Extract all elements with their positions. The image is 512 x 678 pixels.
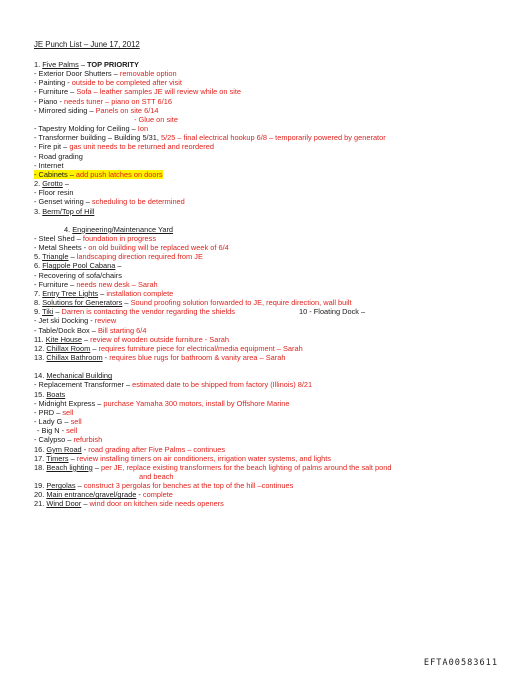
list-item	[34, 161, 504, 170]
list-item-highlighted	[34, 170, 504, 179]
section-name: Boats	[46, 389, 66, 399]
separator: –	[75, 481, 84, 491]
item-label: - Transformer building – Building 5/31,	[34, 133, 161, 143]
item-note: estimated date to be shipped from factory (Illinois) 8/21	[132, 380, 313, 390]
item-note-continuation: and beach	[139, 472, 174, 481]
section-number: 16.	[34, 444, 45, 454]
section-number: 14.	[34, 371, 45, 381]
item-note: requires furniture piece for electrical/media equipment – Sarah	[98, 343, 303, 353]
item-label: - Midnight Express –	[34, 398, 104, 408]
item-label: - Table/Dock Box –	[34, 325, 98, 335]
item-note: Panels on site 6/14	[95, 105, 159, 115]
item-note: landscaping direction required from JE	[76, 252, 203, 262]
item-note: needs new desk – Sarah	[76, 279, 158, 289]
item-note-continuation: - Glue on site	[134, 114, 178, 124]
item-note: complete	[142, 490, 173, 500]
item-label: - Calypso –	[34, 435, 74, 445]
separator: -	[81, 444, 89, 454]
item-label: - Furniture –	[34, 87, 77, 97]
list-item	[34, 188, 504, 197]
item-note: gas unit needs to be returned and reordered	[69, 142, 214, 152]
separator: –	[78, 60, 88, 69]
section-name: Mechanical Building	[46, 371, 113, 381]
list-item	[34, 152, 504, 161]
section-number: 6.	[34, 261, 41, 271]
separator: –	[81, 334, 91, 344]
section-grotto	[34, 179, 504, 188]
section-number: 2.	[34, 179, 41, 189]
section-timers	[34, 454, 504, 463]
section-number: 13.	[34, 352, 45, 362]
section-pergolas	[34, 481, 504, 490]
section-engineering-yard	[34, 225, 504, 234]
item-note: on old building will be replaced week of 6/4	[88, 243, 229, 253]
highlight-mark	[34, 170, 163, 179]
list-item	[34, 124, 504, 133]
separator: –	[68, 252, 77, 262]
item-note: needs tuner – piano on STT 6/16	[64, 96, 172, 106]
item-note: road grading after Five Palms – continues	[88, 444, 226, 454]
list-item	[34, 280, 504, 289]
item-note: wind door on kitchen side needs openers	[89, 499, 224, 509]
item-label: - Exterior Door Shutters –	[34, 69, 120, 79]
item-label: - Jet ski Docking -	[34, 316, 95, 326]
list-item	[34, 326, 504, 335]
list-item	[34, 243, 504, 252]
item-note: sell	[70, 417, 82, 427]
spacer	[34, 362, 504, 371]
section-boats	[34, 390, 504, 399]
section-name: Flagpole Pool Cabana	[42, 261, 116, 271]
item-label: - Replacement Transformer –	[34, 380, 133, 390]
item-note: removable option	[119, 69, 177, 79]
section-name: Kite House	[45, 334, 82, 344]
spacer	[34, 216, 504, 225]
item-note: construct 3 pergolas for benches at the top of the hill –continues	[83, 481, 294, 491]
item-note: review	[94, 316, 117, 326]
section-name: Solutions for Generators	[42, 298, 123, 308]
section-kite-house	[34, 335, 504, 344]
section-chillax-bathroom	[34, 353, 504, 362]
section-number: 7.	[34, 288, 41, 298]
item-label: - Road grading	[34, 151, 83, 161]
section-name: Gym Road	[46, 444, 82, 454]
section-number: 20.	[34, 490, 45, 500]
item-note: add push latches on doors	[75, 169, 163, 179]
item-note: requires blue rugs for bathroom & vanity area – Sarah	[109, 352, 286, 362]
section-name: Chillax Room	[46, 343, 91, 353]
separator: –	[115, 261, 122, 271]
section-name: Five Palms	[42, 60, 79, 69]
section-name: Tiki	[42, 307, 54, 317]
section-gym-road	[34, 445, 504, 454]
section-name: Berm/Top of Hill	[42, 206, 95, 216]
item-label: - Genset wiring –	[34, 197, 92, 207]
separator: -	[136, 490, 143, 500]
separator: –	[81, 499, 90, 509]
section-name: Beach lighting	[46, 462, 93, 472]
section-number: 11.	[34, 334, 44, 344]
section-wind-door	[34, 499, 504, 508]
item-note: sell	[66, 426, 78, 436]
item-note: scheduling to be determined	[91, 197, 185, 207]
section-number: 4.	[64, 224, 71, 234]
item-label: - Recovering of sofa/chairs	[34, 270, 122, 280]
item-note: sell	[62, 407, 74, 417]
section-number: 17.	[34, 453, 45, 463]
list-item	[34, 78, 504, 87]
list-item	[34, 426, 504, 435]
section-five-palms	[34, 60, 504, 69]
item-note: refurbish	[73, 435, 103, 445]
section-number: 21.	[34, 499, 45, 509]
item-label: - Metal Sheets -	[34, 243, 89, 253]
list-item	[34, 271, 504, 280]
list-item	[34, 87, 504, 96]
item-label: - Piano -	[34, 96, 64, 106]
section-number: 19.	[34, 481, 45, 491]
list-item	[34, 316, 504, 325]
item-label: - Cabinets –	[34, 169, 76, 179]
list-item	[34, 417, 504, 426]
item-note: Sound proofing solution forwarded to JE, require direction, wall built	[130, 298, 352, 308]
list-item	[34, 69, 504, 78]
section-number: 1.	[34, 60, 41, 69]
item-note: foundation in progress	[82, 233, 157, 243]
punch-list-document	[34, 40, 504, 509]
section-number: 18.	[34, 462, 45, 472]
document-id-stamp: EFTA00583611	[423, 658, 498, 668]
item-note: Bill starting 6/4	[97, 325, 147, 335]
section-name: Wind Door	[46, 499, 82, 509]
section-name: Triangle	[42, 252, 69, 262]
separator: –	[62, 179, 69, 189]
section-floating-dock: 10 - Floating Dock –	[299, 307, 366, 317]
item-note: outside to be completed after visit	[71, 78, 182, 88]
section-number: 15.	[34, 389, 45, 399]
list-item	[34, 197, 504, 206]
list-item	[34, 97, 504, 106]
list-item	[34, 106, 504, 115]
list-item	[34, 234, 504, 243]
section-name: Entry Tree Lights	[42, 288, 99, 298]
item-label: - Internet	[34, 160, 64, 170]
section-berm	[34, 207, 504, 216]
section-name: Main entrance/gravel/grade	[46, 490, 137, 500]
item-label: - Painting -	[34, 78, 72, 88]
item-label: - Furniture –	[34, 279, 77, 289]
section-chillax-room	[34, 344, 504, 353]
section-name: Engineering/Maintenance Yard	[72, 224, 174, 234]
item-label: - PRD –	[34, 407, 63, 417]
separator: –	[53, 307, 62, 317]
section-number: 8.	[34, 298, 41, 308]
separator: -	[102, 352, 110, 362]
item-label: - Steel Shed –	[34, 233, 83, 243]
list-item	[34, 408, 504, 417]
section-main-entrance	[34, 490, 504, 499]
list-item	[34, 435, 504, 444]
item-note: per JE, replace existing transformers for the beach lighting of palms around the salt pond	[101, 462, 392, 472]
item-note: Darren is contacting the vendor regarding the shields	[61, 307, 235, 317]
section-entry-tree-lights	[34, 289, 504, 298]
item-note: 5/25 – final electrical hookup 6/8 – temporarily powered by generator	[160, 133, 386, 143]
section-flagpole-cabana	[34, 261, 504, 270]
item-label: - Lady G –	[34, 417, 71, 427]
section-name: Chillax Bathroom	[46, 352, 103, 362]
item-note: review installing timers on air conditioners, irrigation water systems, and lights	[76, 453, 331, 463]
item-label: - Mirrored siding –	[34, 105, 96, 115]
list-item	[34, 380, 504, 389]
document-title: JE Punch List – June 17, 2012	[34, 40, 140, 49]
section-number: 9.	[34, 307, 41, 317]
item-note: Sofa – leather samples JE will review while on site	[76, 87, 242, 97]
separator: –	[98, 288, 107, 298]
separator: –	[68, 453, 77, 463]
section-number: 5.	[34, 252, 41, 262]
item-label: - Big N -	[37, 426, 67, 436]
section-generators	[34, 298, 504, 307]
list-item	[34, 399, 504, 408]
item-note: purchase Yamaha 300 motors, install by Offshore Marine	[103, 398, 290, 408]
section-tiki	[34, 307, 504, 316]
section-mechanical-building	[34, 371, 504, 380]
item-note: review of wooden outside furniture - Sarah	[90, 334, 230, 344]
section-name: Grotto	[42, 179, 63, 189]
priority-label: TOP PRIORITY	[87, 60, 139, 69]
section-name: Pergolas	[46, 481, 76, 491]
section-beach-lighting	[34, 463, 504, 472]
list-item	[34, 133, 504, 142]
item-note: installation complete	[106, 288, 174, 298]
item-label: - Floor resin	[34, 188, 74, 198]
section-number: 3.	[34, 206, 41, 216]
item-note: Ion	[137, 124, 149, 134]
section-number: 12.	[34, 343, 45, 353]
list-item	[34, 142, 504, 151]
separator: –	[92, 462, 101, 472]
item-label: - Tapestry Molding for Ceiling –	[34, 124, 138, 134]
item-label: - Fire pit –	[34, 142, 70, 152]
separator: –	[122, 298, 131, 308]
separator: –	[90, 343, 99, 353]
section-name: Timers	[46, 453, 69, 463]
section-triangle	[34, 252, 504, 261]
